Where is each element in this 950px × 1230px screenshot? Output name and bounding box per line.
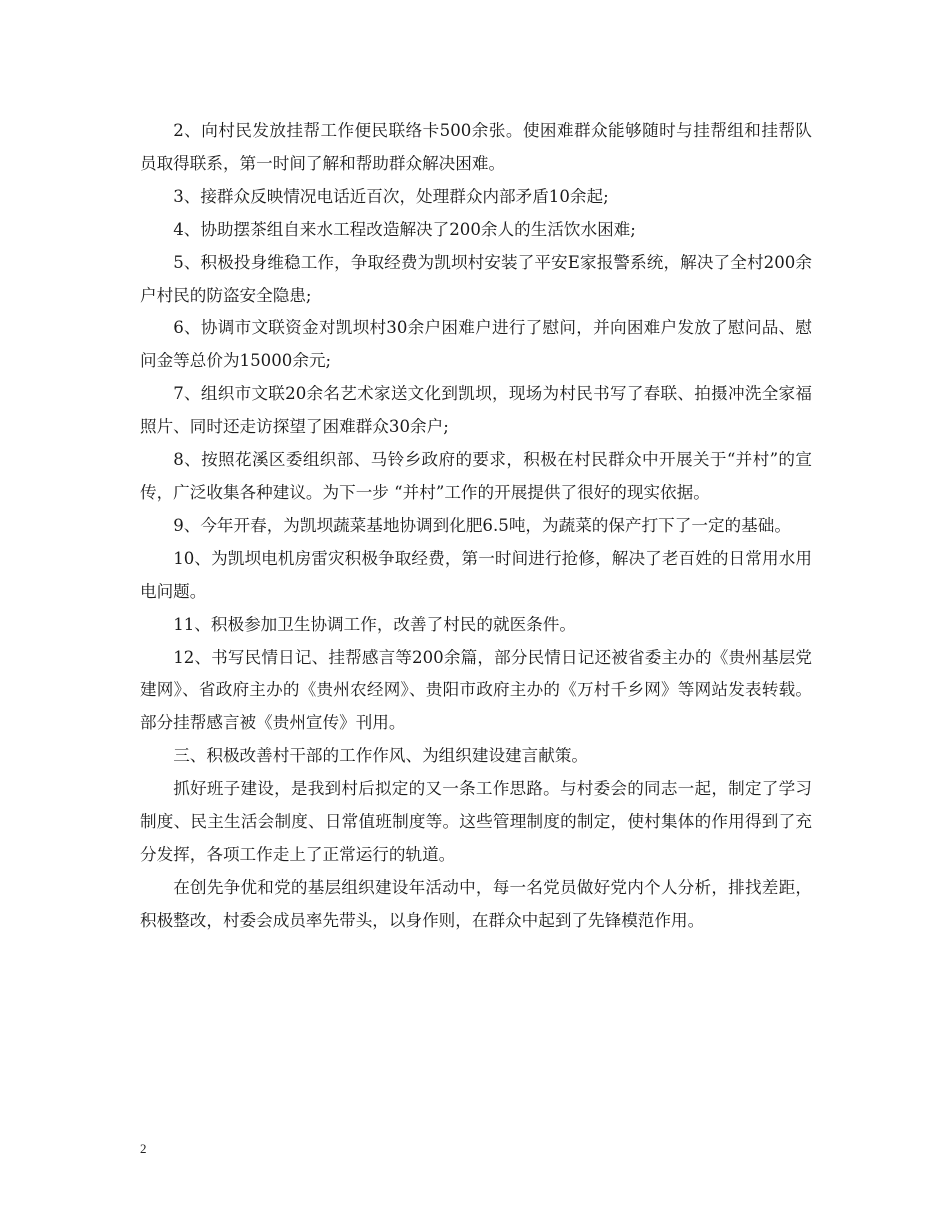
paragraph-item-5: 5、积极投身维稳工作，争取经费为凯坝村安装了平安E家报警系统，解决了全村200余户村民的防盗安全隐患;: [140, 252, 812, 305]
section-heading-3: 三、积极改善村干部的工作作风、为组织建设建言献策。: [173, 746, 589, 766]
paragraph-team-building: 抓好班子建设，是我到村后拟定的又一条工作思路。与村委会的同志一起，制定了学习制度、民主生活会制度、日常值班制度等。这些管理制度的制定，使村集体的作用得到了充分发挥，各项工作走上了正常运行的轨道。: [140, 779, 812, 864]
paragraph-party-activities: 在创先争优和党的基层组织建设年活动中，每一名党员做好党内个人分析，排找差距，积极整改，村委会成员率先带头，以身作则，在群众中起到了先锋模范作用。: [140, 877, 812, 930]
paragraph-item-10: 10、为凯坝电机房雷灾积极争取经费，第一时间进行抢修，解决了老百姓的日常用水用电问题。: [140, 548, 812, 601]
page-number: 2: [140, 1141, 147, 1156]
paragraph-item-4: 4、协助摆茶组自来水工程改造解决了200余人的生活饮水困难;: [173, 219, 636, 239]
document-body: [140, 115, 812, 938]
paragraph-item-8: 8、按照花溪区委组织部、马铃乡政府的要求，积极在村民群众中开展关于“并村”的宣传，广泛收集各种建议。为下一步 “并村”工作的开展提供了很好的现实依据。: [140, 450, 812, 502]
paragraph-item-2: 2、向村民发放挂帮工作便民联络卡500余张。使困难群众能够随时与挂帮组和挂帮队员取得联系，第一时间了解和帮助群众解决困难。: [140, 121, 812, 173]
paragraph-item-12: 12、书写民情日记、挂帮感言等200余篇，部分民情日记还被省委主办的《贵州基层党建网》、省政府主办的《贵州农经网》、贵阳市政府主办的《万村千乡网》等网站发表转载。部分挂帮感言被《贵州宣传》刊用。: [140, 647, 812, 733]
paragraph-item-3: 3、接群众反映情况电话近百次，处理群众内部矛盾10余起;: [173, 186, 609, 206]
paragraph-item-7: 7、组织市文联20余名艺术家送文化到凯坝，现场为村民书写了春联、拍摄冲洗全家福照片、同时还走访探望了困难群众30余户;: [140, 384, 812, 437]
paragraph-item-6: 6、协调市文联资金对凯坝村30余户困难户进行了慰问，并向困难户发放了慰问品、慰问金等总价为15000余元;: [140, 318, 812, 371]
paragraph-item-9: 9、今年开春，为凯坝蔬菜基地协调到化肥6.5吨，为蔬菜的保产打下了一定的基础。: [173, 515, 791, 535]
paragraph-item-11: 11、积极参加卫生协调工作，改善了村民的就医条件。: [173, 614, 576, 634]
